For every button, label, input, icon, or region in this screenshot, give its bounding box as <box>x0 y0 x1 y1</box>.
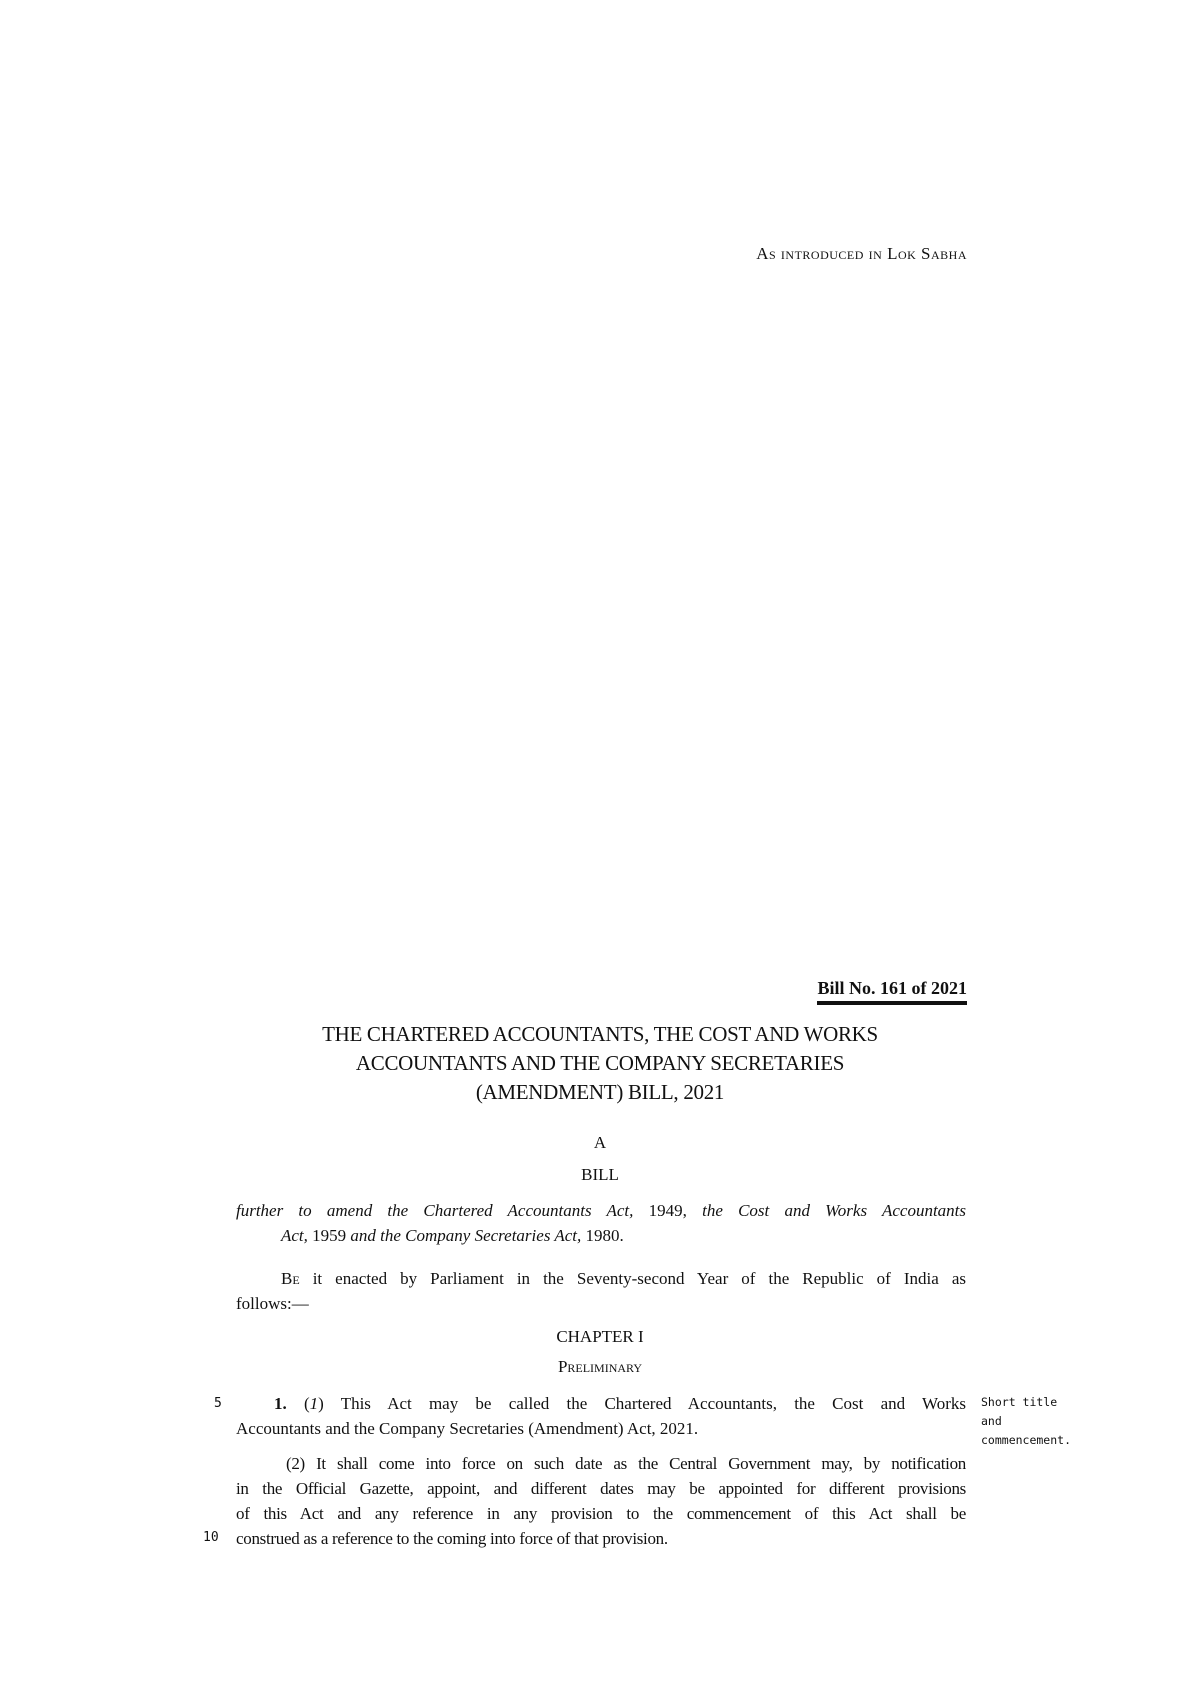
section-1-sub-2-line-2: in the Official Gazette, appoint, and different dates may be appointed for different provisions <box>236 1479 966 1498</box>
section-text: This Act may be called the Chartered Accountants, the Cost and Works <box>323 1394 966 1413</box>
long-title-line-1 <box>236 1198 966 1223</box>
margin-note <box>981 1393 1101 1450</box>
long-title-line-2 <box>236 1223 966 1248</box>
bill-title-line: (AMENDMENT) BILL, 2021 <box>475 1080 725 1104</box>
bill-title-line: ACCOUNTANTS AND THE COMPANY SECRETARIES <box>355 1051 845 1075</box>
article-a: A <box>593 1133 607 1152</box>
introduction-note: As introduced in Lok Sabha <box>756 244 967 263</box>
section-1-sub-2 <box>236 1451 966 1551</box>
enacting-formula <box>236 1266 966 1316</box>
margin-note-line: and <box>981 1414 1002 1428</box>
margin-note-line: commencement. <box>981 1433 1072 1447</box>
bill-title-line: THE CHARTERED ACCOUNTANTS, THE COST AND WORKS <box>322 1022 878 1046</box>
section-1-sub-2-line-4: construed as a reference to the coming into force of that provision. <box>236 1529 668 1548</box>
enacting-line-2: follows:— <box>236 1294 309 1313</box>
bill-word: BILL <box>581 1165 619 1184</box>
bill-number: Bill No. 161 of 2021 <box>817 978 967 1005</box>
line-number-10: 10 <box>203 1530 219 1545</box>
enacting-first-word: Be <box>281 1269 300 1288</box>
bill-title <box>233 1020 967 1107</box>
subsection-label: 1 <box>309 1394 319 1413</box>
long-title-year: 1949, <box>633 1201 703 1220</box>
long-title <box>236 1198 966 1248</box>
section-1-sub-1 <box>236 1391 966 1441</box>
chapter-number: CHAPTER I <box>556 1327 644 1346</box>
section-1-line-2: Accountants and the Company Secretaries (Amendment) Act, 2021. <box>236 1419 699 1438</box>
long-title-text: the Cost and Works Accountants <box>702 1201 967 1220</box>
section-1-sub-2-line-1: (2) It shall come into force on such date as the Central Government may, by notification <box>286 1454 966 1473</box>
enacting-text: it enacted by Parliament in the Seventy-second Year of the Republic of India as <box>299 1269 966 1288</box>
margin-note-line: Short title <box>981 1395 1058 1409</box>
long-title-text: further to amend the Chartered Accountants Act, <box>236 1201 634 1220</box>
long-title-text: and the Company Secretaries Act, <box>350 1226 582 1245</box>
bill-number-block <box>817 978 967 1005</box>
section-1-line-1: 1. (1) This Act may be called the Chartered Accountants, the Cost and Works <box>274 1394 966 1413</box>
section-1-sub-2-line-3: of this Act and any reference in any provision to the commencement of this Act shall be <box>236 1504 966 1523</box>
section-number: 1. <box>274 1394 287 1413</box>
line-number-5: 5 <box>214 1396 222 1411</box>
long-title-text: Act, <box>281 1226 308 1245</box>
long-title-year: 1980. <box>581 1226 624 1245</box>
long-title-year: 1959 <box>307 1226 351 1245</box>
enacting-line-1 <box>236 1266 966 1291</box>
chapter-heading: Preliminary <box>557 1357 643 1376</box>
